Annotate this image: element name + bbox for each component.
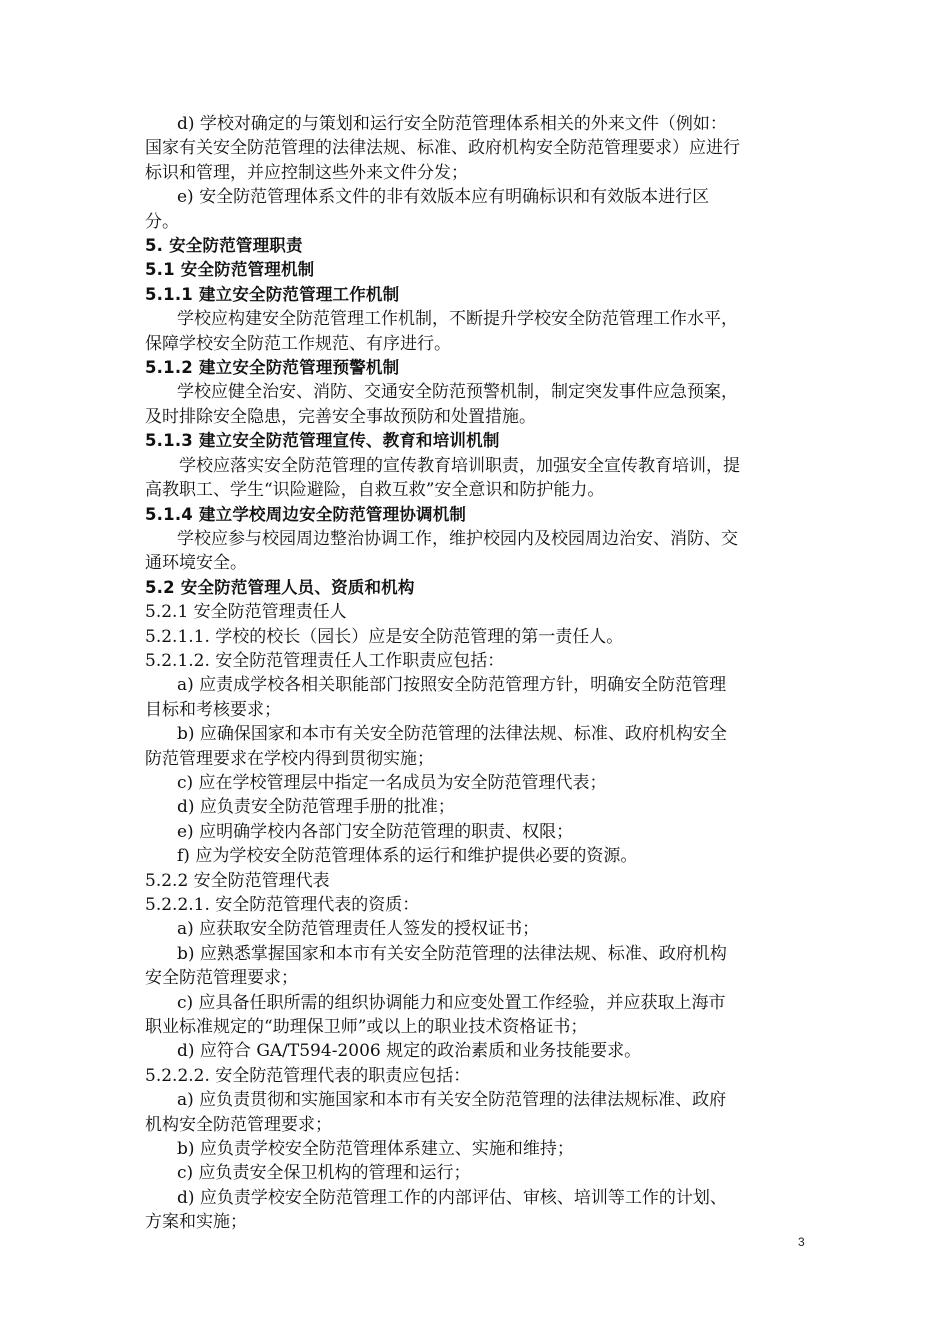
text-line: 机构安全防范管理要求；	[145, 1114, 332, 1135]
section-heading: 5.1.3 建立安全防范管理宣传、教育和培训机制	[145, 431, 500, 451]
text-line: 学校应健全治安、消防、交通安全防范预警机制，制定突发事件应急预案，	[177, 382, 738, 403]
text-line: 5.2.2 安全防范管理代表	[145, 870, 330, 891]
text-line: 学校应落实安全防范管理的宣传教育培训职责，加强安全宣传教育培训，提	[179, 455, 740, 476]
text-line: 目标和考核要求；	[145, 699, 281, 720]
section-heading: 5.1.2 建立安全防范管理预警机制	[145, 358, 400, 378]
text-line: f) 应为学校安全防范管理体系的运行和维护提供必要的资源。	[177, 846, 638, 867]
text-line: 防范管理要求在学校内得到贯彻实施；	[145, 748, 434, 769]
text-line: d) 应符合 GA/T594-2006 规定的政治素质和业务技能要求。	[177, 1041, 642, 1062]
text-line: b) 应负责学校安全防范管理体系建立、实施和维持；	[177, 1139, 574, 1160]
text-line: e) 应明确学校内各部门安全防范管理的职责、权限；	[177, 821, 574, 842]
text-line: 国家有关安全防范管理的法律法规、标准、政府机构安全防范管理要求）应进行	[145, 138, 740, 159]
text-line: e) 安全防范管理体系文件的非有效版本应有明确标识和有效版本进行区	[177, 187, 710, 208]
text-line: c) 应具备任职所需的组织协调能力和应变处置工作经验，并应获取上海市	[177, 992, 726, 1013]
text-line: d) 应负责学校安全防范管理工作的内部评估、审核、培训等工作的计划、	[177, 1187, 727, 1208]
text-line: 5.2.2.1. 安全防范管理代表的资质：	[145, 895, 420, 915]
text-line: 5.2.1.1. 学校的校长（园长）应是安全防范管理的第一责任人。	[145, 626, 624, 647]
section-heading: 5.1 安全防范管理机制	[145, 260, 315, 280]
text-line: 通环境安全。	[145, 553, 247, 574]
text-line: 5.2.2.2. 安全防范管理代表的职责应包括：	[145, 1065, 471, 1086]
text-line: d) 应负责安全防范管理手册的批准；	[177, 797, 455, 818]
text-line: a) 应责成学校各相关职能部门按照安全防范管理方针，明确安全防范管理	[177, 675, 727, 696]
text-line: 及时排除安全隐患，完善安全事故预防和处置措施。	[145, 406, 536, 427]
text-line: c) 应在学校管理层中指定一名成员为安全防范管理代表；	[177, 772, 607, 793]
text-line: 职业标准规定的“助理保卫师”或以上的职业技术资格证书；	[145, 1017, 588, 1038]
text-line: 5.2.1 安全防范管理责任人	[145, 602, 347, 623]
section-heading: 5.1.1 建立安全防范管理工作机制	[145, 284, 400, 304]
text-line: 保障学校安全防范工作规范、有序进行。	[145, 333, 451, 354]
text-line: a) 应获取安全防范管理责任人签发的授权证书；	[177, 919, 540, 940]
text-line: 安全防范管理要求；	[145, 968, 298, 989]
text-line: 学校应参与校园周边整治协调工作，维护校园内及校园周边治安、消防、交	[177, 528, 738, 549]
text-line: d) 学校对确定的与策划和运行安全防范管理体系相关的外来文件（例如：	[177, 114, 727, 134]
text-line: b) 应熟悉掌握国家和本市有关安全防范管理的法律法规、标准、政府机构	[177, 943, 727, 964]
section-heading: 5.2 安全防范管理人员、资质和机构	[145, 577, 415, 597]
text-line: 分。	[145, 211, 179, 232]
section-heading: 5.1.4 建立学校周边安全防范管理协调机制	[145, 504, 467, 524]
text-line: 学校应构建安全防范管理工作机制，不断提升学校安全防范管理工作水平，	[177, 309, 738, 330]
text-line: c) 应负责安全保卫机构的管理和运行；	[177, 1163, 471, 1184]
text-line: 5.2.1.2. 安全防范管理责任人工作职责应包括：	[145, 650, 505, 671]
text-line: b) 应确保国家和本市有关安全防范管理的法律法规、标准、政府机构安全	[177, 724, 727, 745]
section-heading: 5. 安全防范管理职责	[145, 236, 303, 256]
text-line: a) 应负责贯彻和实施国家和本市有关安全防范管理的法律法规标准、政府	[177, 1090, 727, 1111]
page-number: 3	[798, 1235, 805, 1249]
text-line: 标识和管理，并应控制这些外来文件分发；	[145, 162, 468, 183]
document-body	[145, 112, 813, 1235]
text-line: 高教职工、学生“识险避险，自救互救”安全意识和防护能力。	[145, 480, 605, 501]
text-line: 方案和实施；	[145, 1212, 247, 1233]
